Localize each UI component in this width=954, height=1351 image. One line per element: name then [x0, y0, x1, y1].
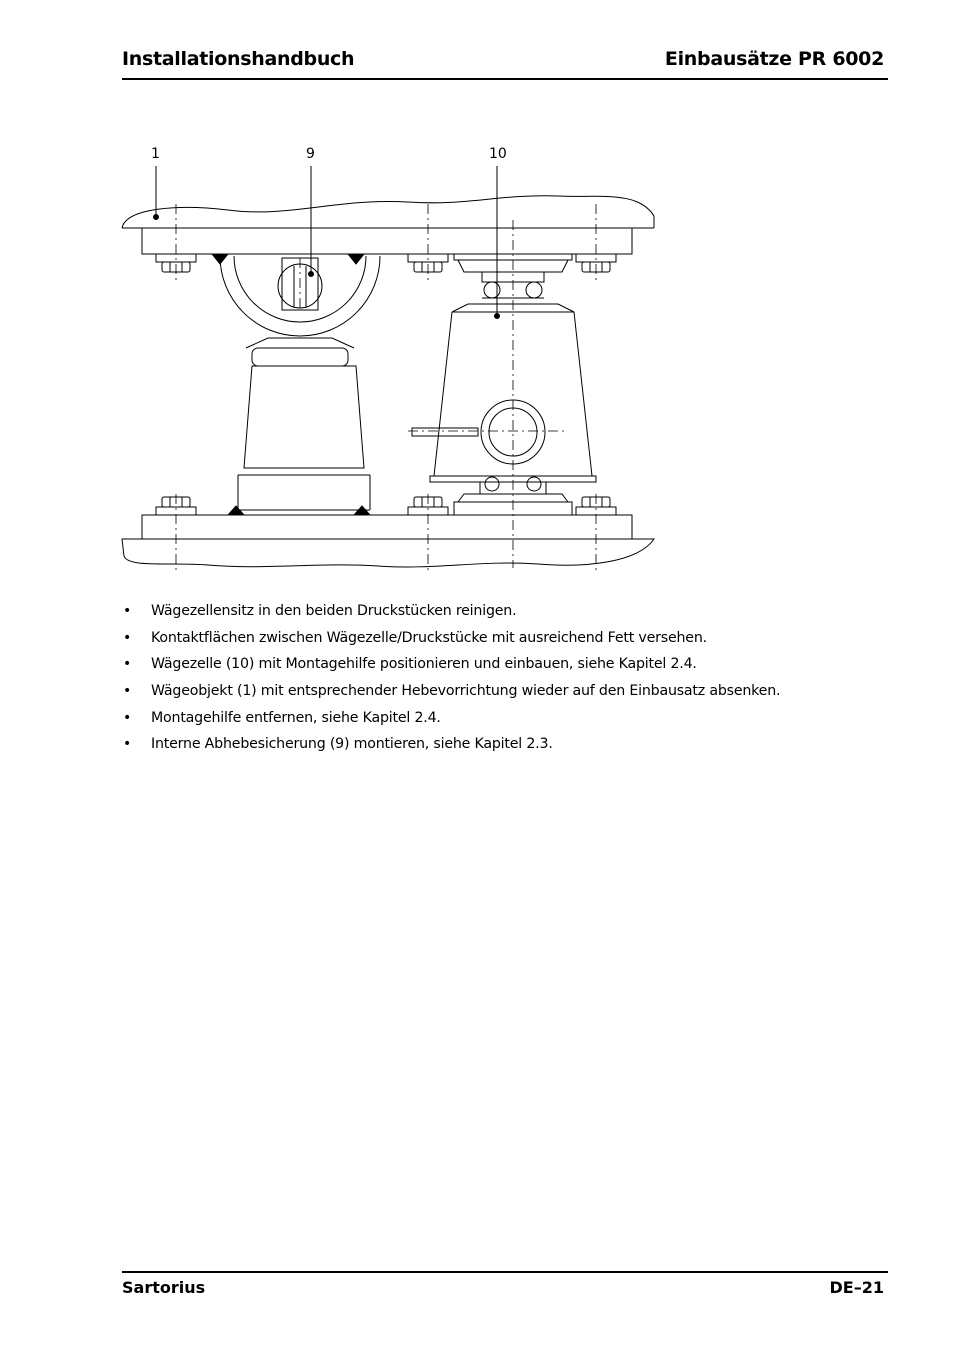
load-cell-assembly: [412, 254, 596, 515]
manual-title: Installationshandbuch: [122, 48, 355, 70]
step-text: Wägeobjekt (1) mit entsprechender Hebevorrichtung wieder auf den Einbausatz absenken.: [151, 683, 781, 700]
step-text: Wägezellensitz in den beiden Druckstücken reinigen.: [151, 603, 517, 619]
list-item: [122, 651, 888, 678]
list-item: [122, 705, 888, 732]
list-item: [122, 625, 888, 652]
list-item: [122, 731, 888, 758]
lift-off-protection-assembly: [212, 254, 380, 515]
callout-1: 1: [151, 146, 160, 162]
weighing-object-top: [122, 196, 654, 254]
bullet: •: [123, 683, 132, 700]
company-name: Sartorius: [122, 1278, 206, 1297]
instruction-list: [122, 598, 888, 758]
bullet: •: [123, 656, 132, 673]
step-text: Interne Abhebesicherung (9) montieren, siehe Kapitel 2.3.: [151, 736, 553, 753]
bottom-bolts: [156, 497, 616, 515]
product-title: Einbausätze PR 6002: [664, 48, 884, 70]
page-header: [122, 46, 888, 80]
leader-lines: [154, 166, 500, 319]
bullet: •: [123, 736, 132, 753]
page-number: DE–21: [829, 1278, 884, 1297]
list-item: [122, 598, 888, 625]
installation-drawing: [118, 138, 662, 578]
bullet: •: [123, 709, 132, 726]
list-item: [122, 678, 888, 705]
step-text: Kontaktflächen zwischen Wägezelle/Druckstücke mit ausreichend Fett versehen.: [151, 629, 707, 646]
foundation-bottom: [122, 515, 654, 567]
bullet: •: [123, 629, 132, 646]
page-footer: [122, 1271, 888, 1303]
callout-9: 9: [306, 146, 315, 162]
step-text: Wägezelle (10) mit Montagehilfe positionieren und einbauen, siehe Kapitel 2.4.: [151, 656, 697, 673]
callout-10: 10: [489, 146, 507, 162]
bullet: •: [123, 603, 132, 619]
step-text: Montagehilfe entfernen, siehe Kapitel 2.4.: [151, 709, 441, 726]
